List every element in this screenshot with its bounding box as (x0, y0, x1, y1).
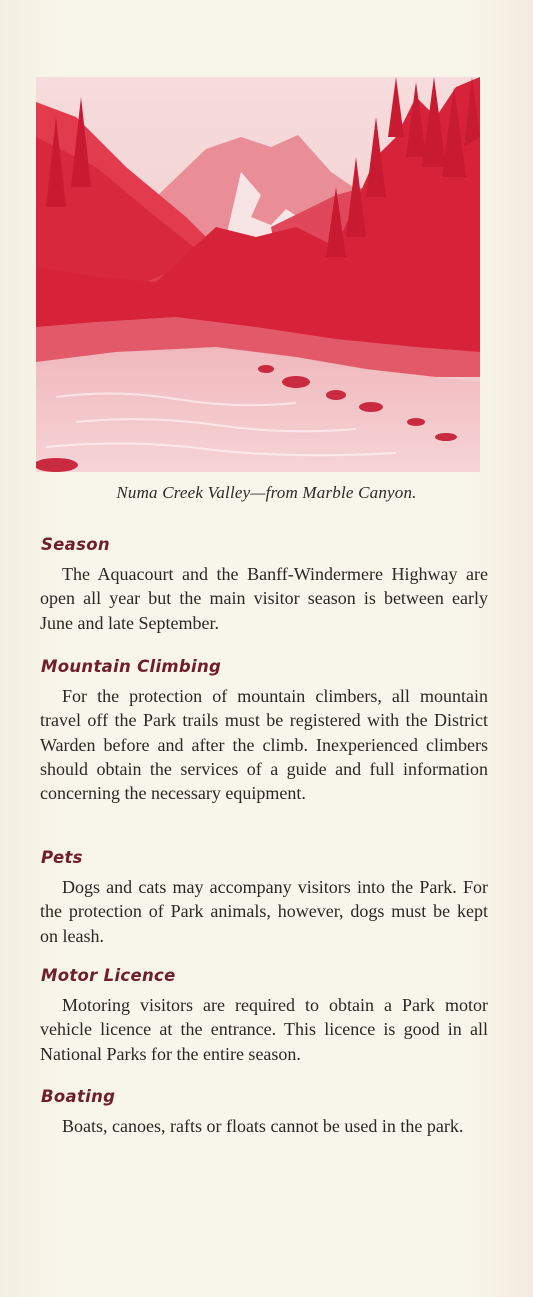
section-text: Dogs and cats may accompany visitors into the Park. For the protection of Park animals, however, dogs must be kept on leash. (40, 877, 488, 946)
section-season (40, 535, 488, 635)
section-heading: Season (41, 535, 110, 554)
section-mountain-climbing (40, 657, 488, 805)
section-motor-licence (40, 966, 488, 1066)
section-heading: Pets (41, 848, 83, 867)
section-heading: Mountain Climbing (41, 657, 222, 676)
valley-photo (36, 77, 480, 472)
photo-caption: Numa Creek Valley—from Marble Canyon. (116, 483, 417, 502)
section-text: For the protection of mountain climbers, all mountain travel off the Park trails must be registered with the District Warden before and after the climb. Inexperienced climbers should obtain the services of a guide and full information concerning the necessary equipment. (40, 686, 488, 804)
section-pets (40, 848, 488, 948)
section-boating (40, 1087, 488, 1138)
section-heading: Boating (41, 1087, 116, 1106)
section-heading: Motor Licence (41, 966, 176, 985)
section-text: Motoring visitors are required to obtain a Park motor vehicle licence at the entrance. This licence is good in all National Parks for the entire season. (40, 995, 488, 1064)
section-text: Boats, canoes, rafts or floats cannot be used in the park. (62, 1116, 464, 1136)
section-text: The Aquacourt and the Banff-Windermere Highway are open all year but the main visitor season is between early June and late September. (40, 564, 488, 633)
